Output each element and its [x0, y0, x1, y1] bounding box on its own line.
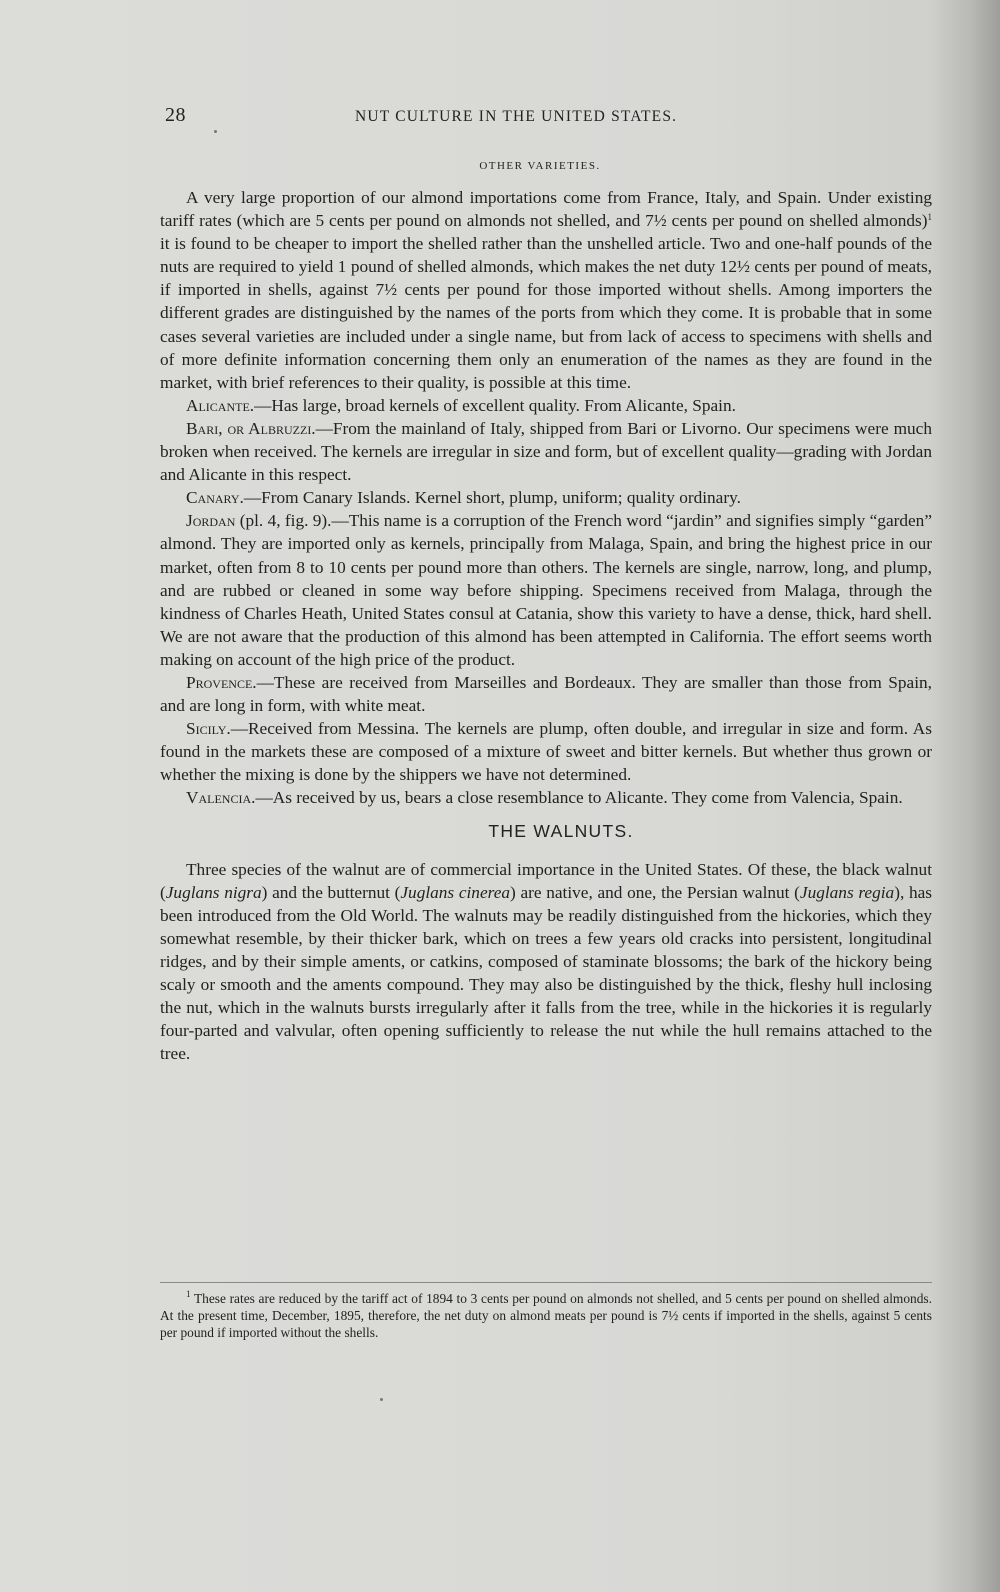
page-number: 28 [165, 104, 186, 126]
latin-name: Juglans regia [799, 882, 895, 902]
footnote-reference: 1 [927, 212, 932, 223]
variety-name-valencia: Valencia. [186, 788, 256, 808]
paragraph-provence: Provence.—These are received from Marseilles and Bordeaux. They are smaller than those from Spain, and are long in form, with white meat. [160, 672, 932, 716]
page-header [165, 104, 923, 134]
paragraph-jordan: Jordan (pl. 4, fig. 9).—This name is a corruption of the French word “jardin” and signifies simply “garden” almond. They are imported only as kernels, principally from Malaga, Spain, and bring the highest price in our market, often from 8 to 10 cents per pound more than others. The kernels are single, narrow, long, and plump, and are rubbed or cleaned in some way before shipping. Specimens received from Malaga, through the kindness of Charles Heath, United States consul at Catania, show this variety to have a dense, thick, hard shell. We are not aware that the production of this almond has been attempted in California. The effort seems worth making on account of the high price of the product. [160, 511, 932, 669]
variety-name-sicily: Sicily. [186, 719, 231, 739]
latin-name: Juglans cinerea [400, 882, 511, 902]
body-text [160, 186, 932, 1065]
paper-speck [214, 130, 217, 133]
variety-name-bari: Bari, or Albruzzi. [186, 418, 316, 438]
paragraph-intro: A very large proportion of our almond importations come from France, Italy, and Spain. Under existing tariff rates (which are 5 cents per pound on almonds not shelled, and 7½ cents per pound on shelled almonds)$^1$ it is found to be cheaper to import the shelled rather than the unshelled article. Two and one-half pounds of the nuts are required to yield 1 pound of shelled almonds, which makes the net duty 12½ cents per pound of meats, if imported in shells, against 7½ cents per pound for those imported without shells. Among importers the different grades are distinguished by the names of the ports from which they come. It is probable that in some cases several varieties are included under a single name, but from lack of access to specimens with shells and of more definite information concerning them only an enumeration of the names as they are found in the market, with brief references to their quality, is possible at this time. [160, 188, 932, 392]
variety-name-provence: Provence. [186, 672, 257, 692]
paragraph-canary: Canary.—From Canary Islands. Kernel short, plump, uniform; quality ordinary. [186, 488, 741, 508]
running-title: NUT CULTURE IN THE UNITED STATES. [355, 108, 678, 125]
paper-speck [380, 1398, 383, 1401]
latin-name: Juglans nigra [165, 882, 262, 902]
variety-name-jordan: Jordan [186, 511, 236, 531]
paragraph-valencia: Valencia.—As received by us, bears a close resemblance to Alicante. They come from Valencia, Spain. [186, 788, 903, 808]
paragraph-walnuts: Three species of the walnut are of commercial importance in the United States. Of these, the black walnut (Juglans nigra) and the butternut (Juglans cinerea) are native, and one, the Persian walnut (Juglans regia), has been introduced from the Old World. The walnuts may be readily distinguished from the hickories, which they somewhat resemble, by their thicker bark, which on trees a few years old cracks into persistent, longitudinal ridges, and by their simple aments, or catkins, composed of staminate blossoms; the bark of the hickory being scaly or smooth and the aments compound. They may also be distinguished by the thick, fleshy hull inclosing the nut, which in the walnuts bursts irregularly after it falls from the tree, while in the hickories it is regularly four-parted and valvular, often opening sufficiently to release the nut while the hull remains attached to the tree. [160, 859, 933, 1064]
variety-name-alicante: Alicante. [186, 395, 255, 415]
section-heading-other-varieties: OTHER VARIETIES. [479, 160, 601, 172]
footnote-marker: 1 [186, 1289, 191, 1299]
variety-name-canary: Canary. [186, 488, 244, 508]
footnote-text: These rates are reduced by the tariff act of 1894 to 3 cents per pound on almonds not shelled, and 5 cents per pound on shelled almonds. At the present time, December, 1895, therefore, the net duty on almond meats per pound is 7½ cents if imported in the shells, against 5 cents per pound if imported without the shells. [160, 1291, 932, 1340]
walnuts-heading: THE WALNUTS. [488, 820, 634, 841]
footnote [160, 1290, 932, 1341]
paragraph-sicily: Sicily.—Received from Messina. The kernels are plump, often double, and irregular in size and form. As found in the markets these are composed of a mixture of sweet and bitter kernels. But whether thus grown or whether the mixing is done by the shippers we have not determined. [160, 719, 932, 785]
paragraph-alicante: Alicante.—Has large, broad kernels of excellent quality. From Alicante, Spain. [186, 395, 736, 415]
footnote-divider [160, 1282, 932, 1283]
paragraph-bari: Bari, or Albruzzi.—From the mainland of Italy, shipped from Bari or Livorno. Our specimens were much broken when received. The kernels are irregular in size and form, but of excellent quality—grading with Jordan and Alicante in this respect. [160, 418, 932, 485]
